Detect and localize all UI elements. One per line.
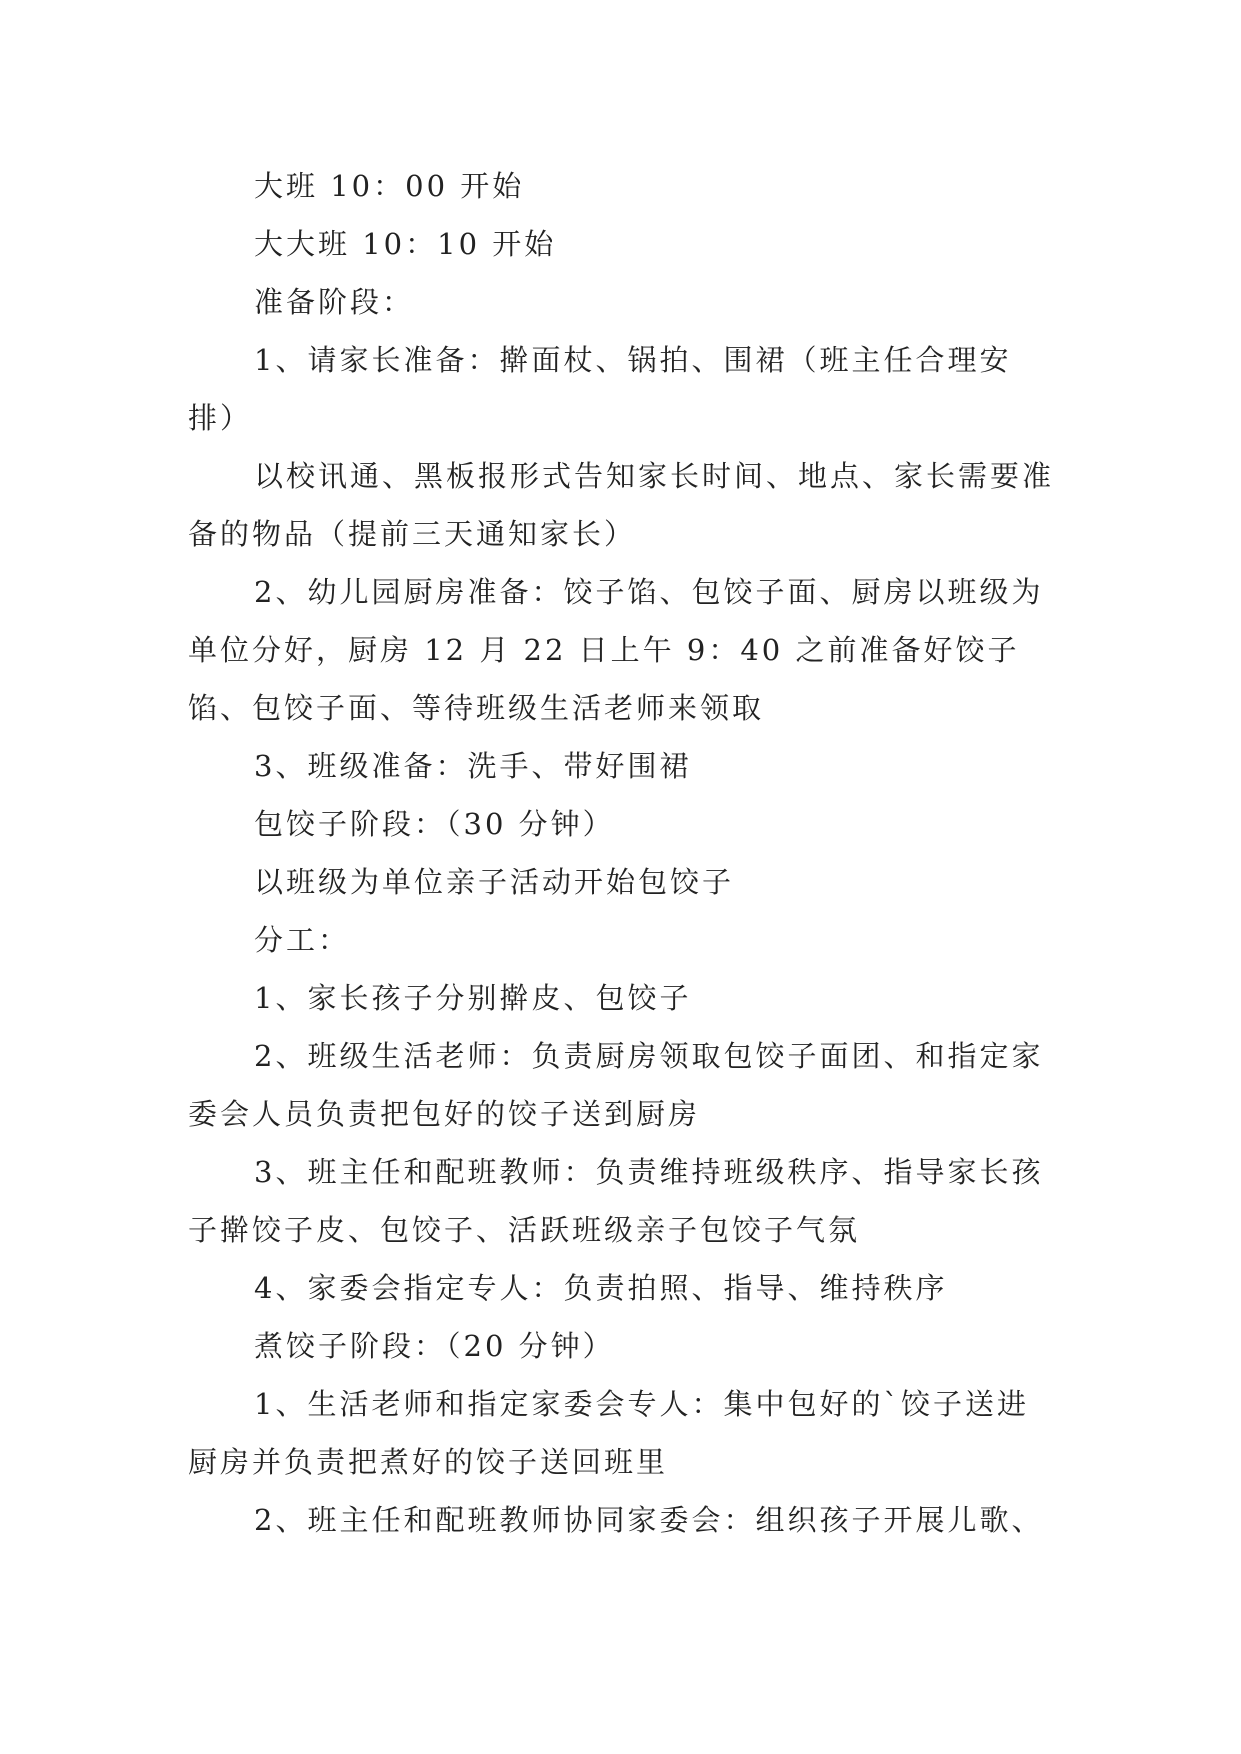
paragraph: 煮饺子阶段：（20 分钟）	[254, 1329, 615, 1363]
paragraph: 以校讯通、黑板报形式告知家长时间、地点、家长需要准备的物品（提前三天通知家长）	[188, 459, 1055, 551]
paragraph: 包饺子阶段：（30 分钟）	[254, 807, 615, 841]
paragraph: 3、班主任和配班教师：负责维持班级秩序、指导家长孩子擀饺子皮、包饺子、活跃班级亲子包饺子气氛	[188, 1155, 1044, 1247]
paragraph: 4、家委会指定专人：负责拍照、指导、维持秩序	[254, 1271, 948, 1305]
paragraph: 2、幼儿园厨房准备：饺子馅、包饺子面、厨房以班级为单位分好，厨房 12 月 22 日上午 9：40 之前准备好饺子馅、包饺子面、等待班级生活老师来领取	[188, 575, 1044, 725]
paragraph: 2、班主任和配班教师协同家委会：组织孩子开展儿歌、	[254, 1503, 1044, 1537]
paragraph: 1、生活老师和指定家委会专人：集中包好的`饺子送进厨房并负责把煮好的饺子送回班里	[188, 1387, 1029, 1479]
paragraph: 准备阶段：	[254, 285, 415, 319]
document-body	[188, 157, 1058, 1549]
paragraph: 分工：	[254, 923, 351, 957]
paragraph: 大大班 10：10 开始	[254, 227, 557, 261]
paragraph: 1、请家长准备：擀面杖、锅拍、围裙（班主任合理安排）	[188, 343, 1012, 435]
paragraph: 以班级为单位亲子活动开始包饺子	[254, 865, 735, 899]
paragraph: 1、家长孩子分别擀皮、包饺子	[254, 981, 692, 1015]
paragraph: 2、班级生活老师：负责厨房领取包饺子面团、和指定家委会人员负责把包好的饺子送到厨房	[188, 1039, 1044, 1131]
paragraph: 大班 10：00 开始	[254, 169, 525, 203]
paragraph: 3、班级准备：洗手、带好围裙	[254, 749, 692, 783]
